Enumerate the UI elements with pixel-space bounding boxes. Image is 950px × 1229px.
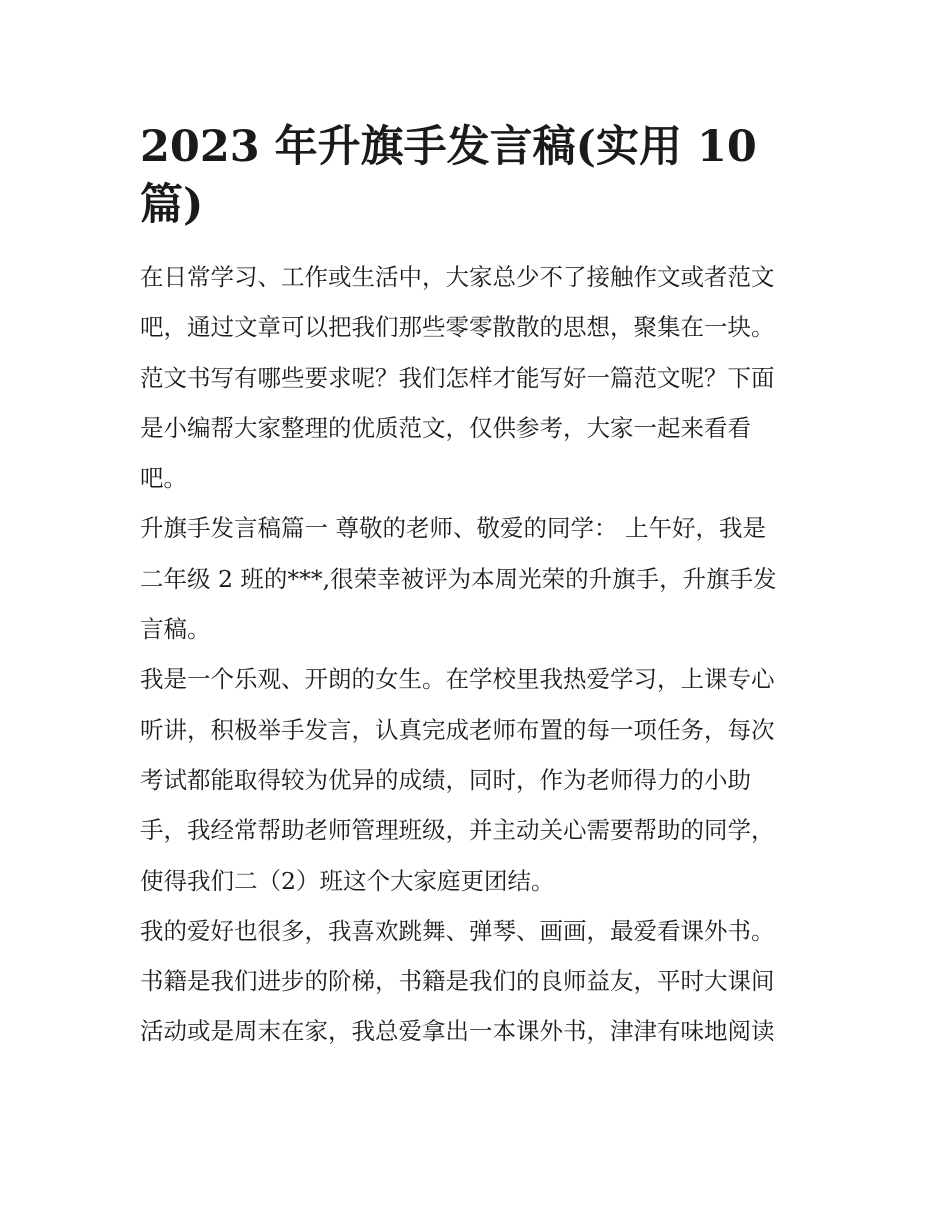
title-line: 2023 年升旗手发言稿(实用 10	[140, 122, 757, 172]
body-line: 升旗手发言稿篇一 尊敬的老师、敬爱的同学： 上午好，我是	[140, 514, 766, 543]
body-line: 二年级 2 班的***,很荣幸被评为本周光荣的升旗手，升旗手发	[140, 564, 777, 593]
body-line: 书籍是我们进步的阶梯，书籍是我们的良师益友，平时大课间	[140, 967, 775, 996]
body-line: 我的爱好也很多，我喜欢跳舞、弹琴、画画，最爱看课外书。	[140, 916, 775, 945]
body-line: 吧。	[140, 464, 187, 493]
title-line: 篇)	[140, 180, 204, 230]
document-title	[140, 118, 815, 234]
body-line: 言稿。	[140, 615, 211, 644]
document-page	[140, 118, 815, 1057]
body-line: 使得我们二（2）班这个大家庭更团结。	[140, 866, 555, 895]
body-line: 活动或是周末在家，我总爱拿出一本课外书，津津有味地阅读	[140, 1017, 775, 1046]
body-line: 听讲，积极举手发言，认真完成老师布置的每一项任务，每次	[140, 715, 775, 744]
body-line: 范文书写有哪些要求呢？我们怎样才能写好一篇范文呢？下面	[140, 363, 775, 392]
body-line: 吧，通过文章可以把我们那些零零散散的思想，聚集在一块。	[140, 313, 775, 342]
document-body	[140, 252, 815, 1057]
body-line: 手，我经常帮助老师管理班级，并主动关心需要帮助的同学，	[140, 816, 775, 845]
body-line: 我是一个乐观、开朗的女生。在学校里我热爱学习，上课专心	[140, 665, 775, 694]
body-line: 是小编帮大家整理的优质范文，仅供参考，大家一起来看看	[140, 413, 751, 442]
body-line: 在日常学习、工作或生活中，大家总少不了接触作文或者范文	[140, 263, 775, 291]
body-line: 考试都能取得较为优异的成绩，同时，作为老师得力的小助	[140, 765, 751, 794]
